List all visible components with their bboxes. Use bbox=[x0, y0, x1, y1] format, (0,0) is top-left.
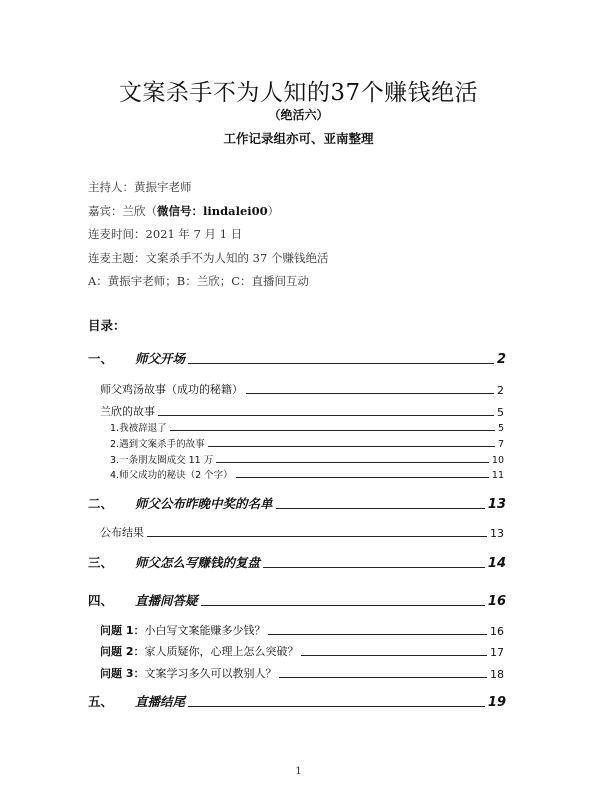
toc-entry-title: 师父开场 bbox=[135, 351, 186, 366]
guest-line bbox=[88, 203, 279, 219]
toc-entry-question-1[interactable] bbox=[100, 622, 504, 638]
toc-entry-section-5[interactable] bbox=[88, 692, 506, 710]
guest-suffix: ） bbox=[267, 204, 280, 218]
toc-entry-title: 4.师父成功的秘诀（2 个字） bbox=[110, 470, 233, 481]
toc-page-number: 7 bbox=[497, 439, 504, 450]
guest-wechat: 微信号：lindalei00 bbox=[157, 204, 268, 218]
toc-entry-title: 3.一条朋友圈成交 11 万 bbox=[110, 455, 214, 466]
toc-question-prefix: 问题 2： bbox=[100, 645, 145, 658]
toc-entry-section-3[interactable] bbox=[88, 553, 506, 571]
toc-entry-title: 直播间答疑 bbox=[135, 593, 198, 608]
toc-leader bbox=[246, 393, 494, 394]
toc-page-number: 10 bbox=[491, 455, 504, 466]
toc-entry-question-3[interactable] bbox=[100, 665, 504, 681]
toc-page-number: 2 bbox=[497, 384, 504, 397]
document-subtitle: （绝活六） bbox=[268, 108, 329, 122]
time-line: 连麦时间：2021 年 7 月 1 日 bbox=[88, 227, 243, 241]
toc-leader bbox=[279, 677, 487, 678]
toc-entry-title: 师父怎么写赚钱的复盘 bbox=[135, 555, 261, 570]
toc-section-number: 三、 bbox=[88, 555, 114, 570]
toc-page-number: 16 bbox=[487, 594, 506, 609]
toc-entry-section-4[interactable] bbox=[88, 591, 506, 609]
toc-entry-section-2[interactable] bbox=[88, 494, 506, 512]
toc-leader bbox=[170, 430, 495, 431]
guest-prefix: 嘉宾：兰欣（ bbox=[88, 204, 157, 218]
toc-entry-title: 兰欣的故事 bbox=[100, 405, 155, 418]
toc-leader bbox=[147, 536, 487, 537]
toc-entry-subsub[interactable] bbox=[110, 436, 504, 450]
toc-page-number: 13 bbox=[487, 497, 506, 512]
toc-section-number: 四、 bbox=[88, 593, 114, 608]
host-line: 主持人：黄振宇老师 bbox=[88, 180, 192, 194]
toc-section-number: 二、 bbox=[88, 496, 114, 511]
toc-entry-sub[interactable] bbox=[100, 524, 504, 540]
toc-entry-title: 师父鸡汤故事（成功的秘籍） bbox=[100, 383, 243, 396]
toc-page-number: 2 bbox=[496, 352, 506, 367]
toc-leader bbox=[268, 634, 487, 635]
toc-entry-subsub[interactable] bbox=[110, 452, 504, 466]
toc-page-number: 5 bbox=[497, 406, 504, 419]
toc-entry-sub[interactable] bbox=[100, 403, 504, 419]
toc-leader bbox=[158, 415, 494, 416]
editors-line: 工作记录组亦可、亚南整理 bbox=[223, 131, 374, 146]
toc-leader bbox=[216, 462, 489, 463]
toc-page-number: 17 bbox=[490, 646, 504, 659]
toc-page-number: 19 bbox=[487, 695, 506, 710]
toc-page-number: 13 bbox=[490, 527, 504, 540]
toc-entry-question-2[interactable] bbox=[100, 643, 504, 659]
toc-entry-title: 小白写文案能赚多少钱？ bbox=[144, 624, 266, 637]
toc-leader bbox=[188, 706, 485, 707]
toc-section-number: 五、 bbox=[88, 694, 114, 709]
toc-entry-title: 师父公布昨晚中奖的名单 bbox=[135, 496, 273, 511]
toc-leader bbox=[188, 363, 494, 364]
roles-line: A：黄振宇老师；B：兰欣；C：直播间互动 bbox=[88, 274, 310, 288]
document-title: 文案杀手不为人知的37个赚钱绝活 bbox=[118, 80, 479, 106]
toc-leader bbox=[263, 567, 485, 568]
toc-leader bbox=[301, 655, 487, 656]
toc-page-number: 14 bbox=[487, 556, 506, 571]
toc-leader bbox=[236, 477, 489, 478]
toc-leader bbox=[201, 605, 485, 606]
toc-entry-title: 家人质疑你，心理上怎么突破？ bbox=[144, 645, 299, 658]
page-number: 1 bbox=[295, 766, 302, 777]
toc-entry-subsub[interactable] bbox=[110, 420, 504, 434]
toc-page-number: 11 bbox=[491, 470, 504, 481]
toc-entry-title: 2.遇到文案杀手的故事 bbox=[110, 439, 205, 450]
toc-entry-title: 直播结尾 bbox=[135, 694, 186, 709]
toc-label: 目录： bbox=[88, 318, 126, 333]
toc-question-prefix: 问题 3： bbox=[100, 667, 145, 680]
toc-page-number: 5 bbox=[497, 423, 504, 434]
toc-entry-title: 公布结果 bbox=[100, 526, 144, 539]
toc-page-number: 16 bbox=[490, 625, 504, 638]
toc-entry-sub[interactable] bbox=[100, 381, 504, 397]
toc-question-prefix: 问题 1： bbox=[100, 624, 145, 637]
toc-entry-section-1[interactable] bbox=[88, 349, 506, 367]
toc-page-number: 18 bbox=[490, 668, 504, 681]
toc-entry-title: 文案学习多久可以教别人？ bbox=[144, 667, 277, 680]
toc-leader bbox=[276, 508, 485, 509]
toc-entry-title: 1.我被辞退了 bbox=[110, 423, 167, 434]
toc-leader bbox=[208, 446, 495, 447]
toc-section-number: 一、 bbox=[88, 351, 114, 366]
toc-entry-subsub[interactable] bbox=[110, 467, 504, 481]
topic-line: 连麦主题：文案杀手不为人知的 37 个赚钱绝活 bbox=[88, 251, 329, 265]
